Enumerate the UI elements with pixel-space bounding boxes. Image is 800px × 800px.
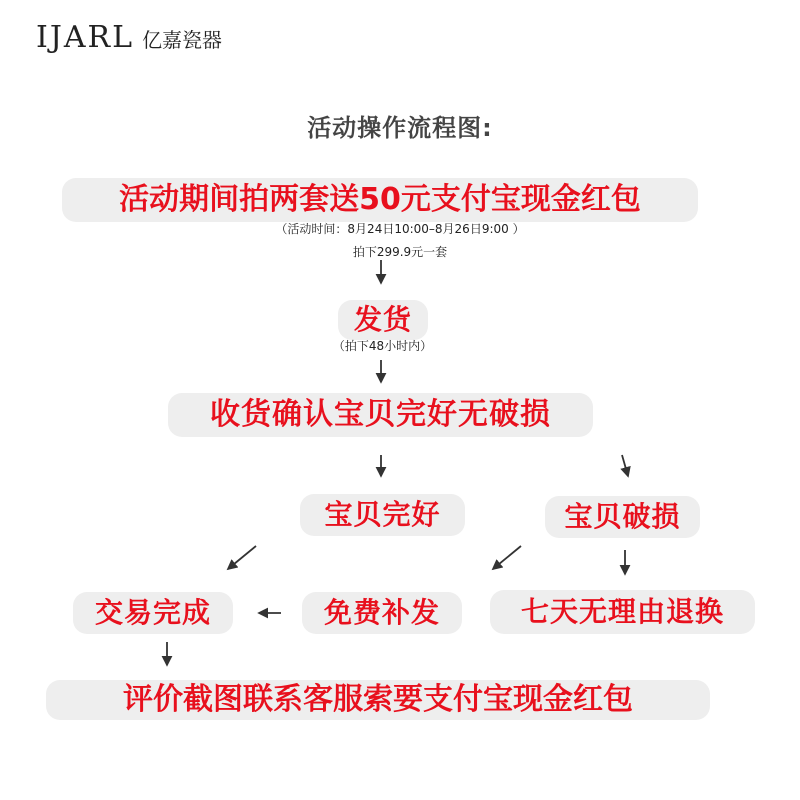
receive-step: 收货确认宝贝完好无破损 [168,393,593,437]
return-step: 七天无理由退换 [490,590,755,634]
arrow-intact-to-done [228,546,256,569]
diagram-title: 活动操作流程图: [307,114,493,142]
damaged-step: 宝贝破损 [545,496,700,538]
brand-latin: IJARL [36,20,135,55]
intact-step: 宝贝完好 [300,494,465,536]
promo-action-note: 拍下299.9元一套 [352,245,448,259]
done-step: 交易完成 [73,592,233,634]
arrow-damaged-to-reship [493,546,521,569]
arrow-receive-to-damaged [622,455,628,476]
brand-chinese: 亿嘉瓷器 [142,28,223,52]
promo-period-note: （活动时间：8月24日10:00–8月26日9:00 ） [275,222,525,236]
ship-note: （拍下48小时内） [332,339,433,353]
promo-step: 活动期间拍两套送50元支付宝现金红包 [62,178,698,222]
reship-step: 免费补发 [302,592,462,634]
review-step: 评价截图联系客服索要支付宝现金红包 [46,680,710,720]
ship-step: 发货 [338,300,428,340]
